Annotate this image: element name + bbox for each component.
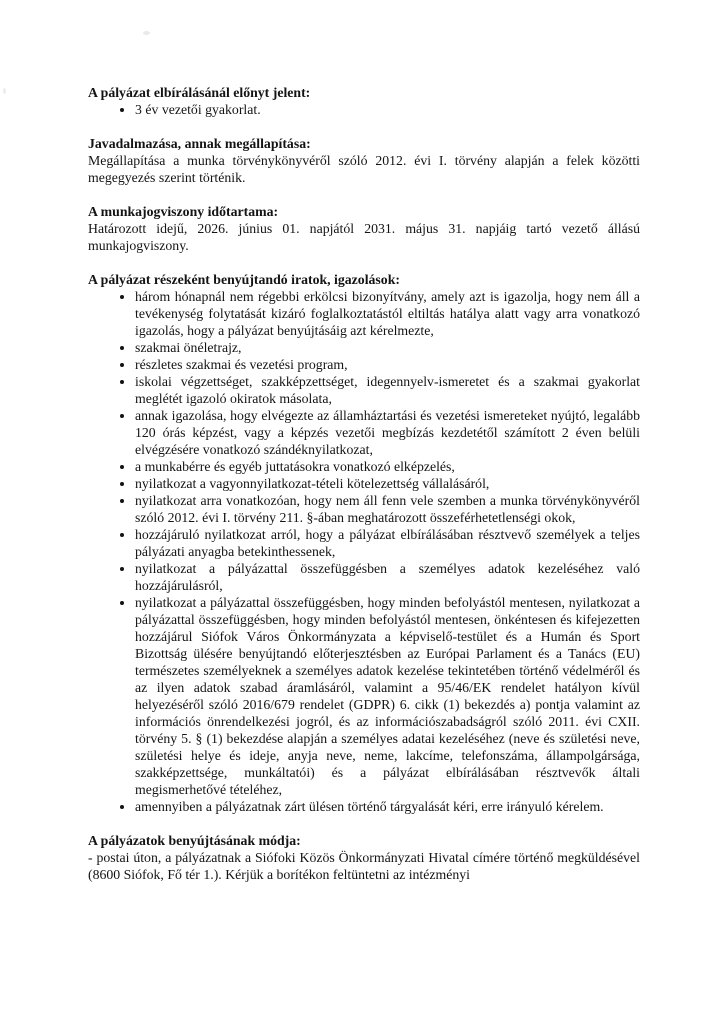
section-employment-duration xyxy=(88,203,640,254)
paragraph: Megállapítása a munka törvénykönyvéről szóló 2012. évi I. törvény alapján a felek közötti megegyezés szerint történik. xyxy=(88,153,640,185)
scan-artifact xyxy=(3,88,6,94)
bullet-item: • nyilatkozat a pályázattal összefüggésben a személyes adatok kezeléséhez való hozzájárulásról, xyxy=(135,560,640,594)
scan-artifact xyxy=(143,31,150,35)
bullet-item: • három hónapnál nem régebbi erkölcsi bizonyítvány, amely azt is igazolja, hogy nem áll a tevékenység folytatását kizáró foglalkoztatástól eltiltás hatálya alatt vagy arra vonatkozó igazolás, hogy a pályázat benyújtásáig azt kérelmezte, xyxy=(135,288,640,339)
section-remuneration xyxy=(88,135,640,186)
section-submission-method xyxy=(88,832,640,883)
section-heading: A pályázat elbírálásánál előnyt jelent: xyxy=(88,85,311,100)
section-heading: A munkajogviszony időtartama: xyxy=(88,204,279,219)
bullet-item: • a munkabérre és egyéb juttatásokra vonatkozó elképzelés, xyxy=(135,458,640,475)
paragraph: - postai úton, a pályázatnak a Siófoki Közös Önkormányzati Hivatal címére történő megküldésével (8600 Siófok, Fő tér 1.). Kérjük a borítékon feltüntetni az intézményi xyxy=(88,850,640,882)
bullet-list xyxy=(88,288,640,815)
paragraph: Határozott idejű, 2026. június 01. napjától 2031. május 31. napjáig tartó vezető állású munkajogviszony. xyxy=(88,221,640,253)
bullet-item: • nyilatkozat arra vonatkozóan, hogy nem áll fenn vele szemben a munka törvénykönyvéről szóló 2012. évi I. törvény 211. §-ában meghatározott összeférhetetlenségi okok, xyxy=(135,492,640,526)
bullet-item: • szakmai önéletrajz, xyxy=(135,339,640,356)
bullet-item: • annak igazolása, hogy elvégezte az államháztartási és vezetési ismereteket nyújtó, legalább 120 órás képzést, vagy a képzés vezetői megbízás kezdetétől számított 2 éven belüli elvégzésére vonatkozó szándéknyilatkozat, xyxy=(135,407,640,458)
bullet-item: • részletes szakmai és vezetési program, xyxy=(135,356,640,373)
bullet-item: • 3 év vezetői gyakorlat. xyxy=(135,101,640,118)
bullet-item: • hozzájáruló nyilatkozat arról, hogy a pályázat elbírálásában résztvevő személyek a teljes pályázati anyagba betekinthessenek, xyxy=(135,526,640,560)
bullet-item: • amennyiben a pályázatnak zárt ülésen történő tárgyalását kéri, erre irányuló kérelem. xyxy=(135,798,640,815)
section-advantage xyxy=(88,84,640,118)
section-heading: A pályázat részeként benyújtandó iratok, igazolások: xyxy=(88,272,400,287)
bullet-list xyxy=(88,101,640,118)
section-required-documents xyxy=(88,271,640,815)
bullet-item: • iskolai végzettséget, szakképzettséget, idegennyelv-ismeretet és a szakmai gyakorlat meglétét igazoló okiratok másolata, xyxy=(135,373,640,407)
bullet-item: • nyilatkozat a pályázattal összefüggésben, hogy minden befolyástól mentesen, nyilatkozat a pályázattal összefüggésben, hogy minden befolyástól mentesen, önkéntesen és kifejezetten hozzájárul Siófok Város Önkormányzata a képviselő-testület és a Humán és Sport Bizottság ülésére benyújtandó előterjesztésben az Európai Parlament és a Tanács (EU) természetes személyeknek a személyes adatok kezelése tekintetében történő védelméről és az ilyen adatok szabad áramlásáról, valamint a 95/46/EK rendelet hatályon kívül helyezéséről szóló 2016/679 rendelet (GDPR) 6. cikk (1) bekezdés a) pontja valamint az információs önrendelkezési jogról, és az információszabadságról szóló 2011. évi CXII. törvény 5. § (1) bekezdése alapján a személyes adatai kezeléséhez (neve és születési neve, születési helye és ideje, anyja neve, neme, lakcíme, telefonszáma, állampolgársága, szakképzettsége, munkáltatói) és a pályázat elbírálásában résztvevők általi megismerhetővé tételéhez, xyxy=(135,594,640,798)
section-heading: Javadalmazása, annak megállapítása: xyxy=(88,136,311,151)
section-heading: A pályázatok benyújtásának módja: xyxy=(88,833,301,848)
bullet-item: • nyilatkozat a vagyonnyilatkozat-tételi kötelezettség vállalásáról, xyxy=(135,475,640,492)
document-content xyxy=(88,84,640,883)
